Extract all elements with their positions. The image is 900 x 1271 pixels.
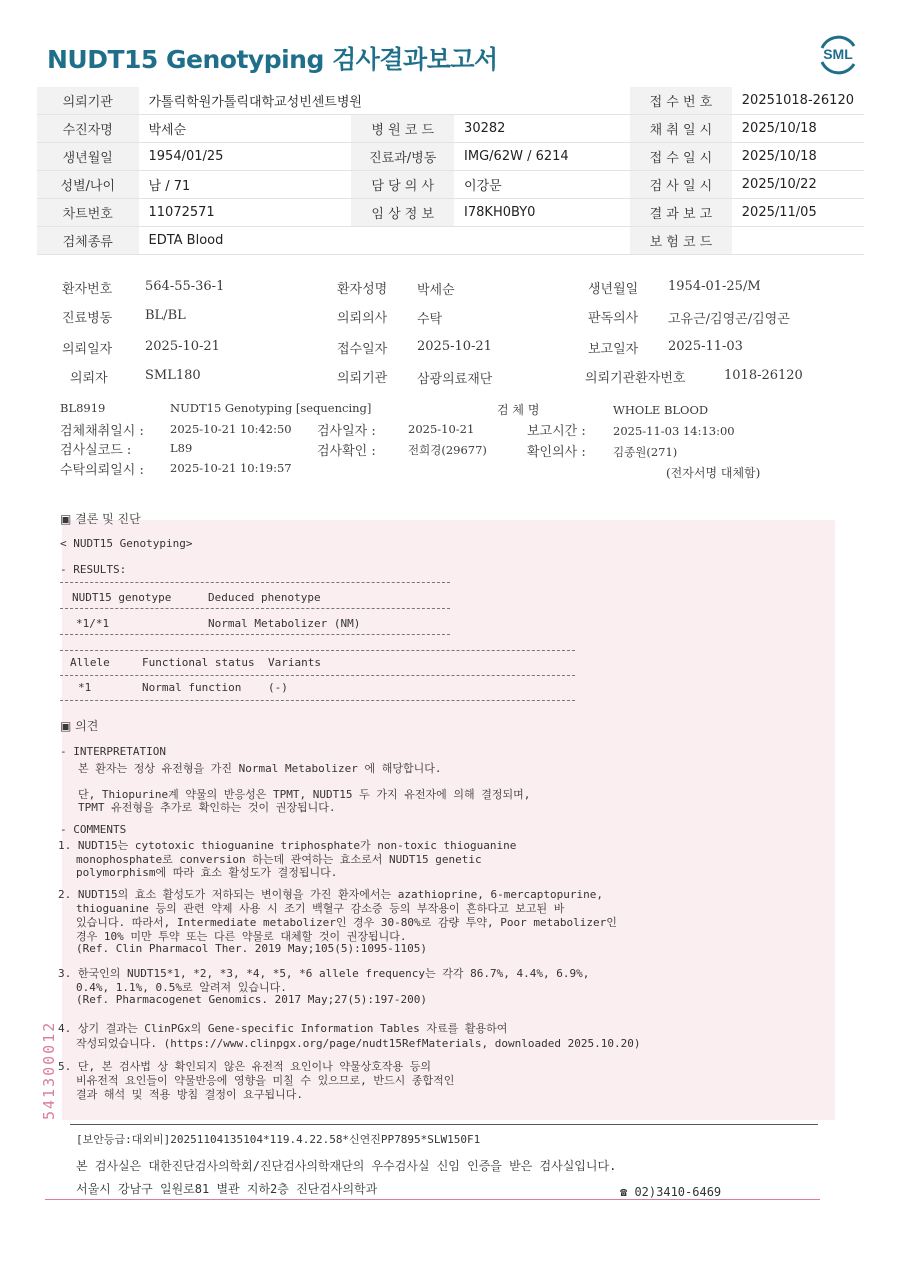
patient-field-label: 환자성명: [337, 282, 388, 297]
interpretation-line: 본 환자는 정상 유전형을 가진 Normal Metabolizer 에 해당합니다.: [78, 762, 442, 775]
info-label: 생년월일: [37, 143, 139, 171]
comment-line: 경우 10% 미만 투약 또는 다른 약물로 대체할 것이 권장됩니다.: [76, 930, 407, 943]
info-value: 1954/01/25: [139, 143, 352, 171]
collect-label: 검체채취일시 :: [60, 424, 144, 439]
allele-header: Allele: [70, 656, 110, 669]
info-label: 수진자명: [37, 115, 139, 143]
divider: [60, 675, 575, 676]
info-label: 차트번호: [37, 199, 139, 227]
variants-value: (-): [268, 681, 288, 694]
phenotype-value: Normal Metabolizer (NM): [208, 617, 361, 630]
patient-field-value: 1018-26120: [724, 368, 803, 383]
divider: [60, 650, 575, 651]
footer-rule: [45, 1199, 820, 1200]
comment-line: thioguanine 등의 관련 약제 사용 시 조기 백혈구 감소증 등의 부작용이 흔하다고 보고된 바: [76, 902, 565, 915]
result-subtitle: < NUDT15 Genotyping>: [60, 537, 193, 550]
info-value: 20251018-26120: [732, 87, 864, 115]
room-label: 검사실코드 :: [60, 443, 132, 458]
confirm-value: 전희경(29677): [408, 443, 487, 457]
allele-value: *1: [78, 681, 92, 694]
func-value: Normal function: [142, 681, 242, 694]
logo-text: SML: [823, 46, 853, 62]
room-value: L89: [170, 441, 193, 455]
col-phenotype-header: Deduced phenotype: [208, 591, 321, 604]
patient-field-value: 2025-10-21: [417, 339, 492, 354]
info-label: 진료과/병동: [351, 143, 454, 171]
comment-line: 0.4%, 1.1%, 0.5%로 알려져 있습니다.: [76, 981, 287, 994]
info-value: I78KH0BY0: [454, 199, 630, 227]
comment-line: 2. NUDT15의 효소 활성도가 저하되는 변이형을 가진 환자에서는 azathioprine, 6-mercaptopurine,: [58, 888, 604, 901]
reporttime-label: 보고시간 :: [527, 424, 586, 439]
patient-field-value: 수탁: [417, 312, 443, 327]
test-name: NUDT15 Genotyping [sequencing]: [170, 401, 372, 415]
info-label: 접 수 일 시: [630, 143, 732, 171]
comment-line: 결과 해석 및 적용 방침 결정이 요구됩니다.: [76, 1088, 303, 1101]
func-header: Functional status: [142, 656, 255, 669]
info-value: 2025/10/22: [732, 171, 864, 199]
info-label: 결 과 보 고: [630, 199, 732, 227]
comment-line: 4. 상기 결과는 ClinPGx의 Gene-specific Information Tables 자료를 활용하여: [58, 1022, 508, 1035]
info-label: 검체종류: [37, 227, 139, 255]
info-value: 2025/10/18: [732, 143, 864, 171]
info-label: 채 취 일 시: [630, 115, 732, 143]
testdate-label: 검사일자 :: [317, 424, 376, 439]
info-label: 접 수 번 호: [630, 87, 732, 115]
info-value: IMG/62W / 6214: [454, 143, 630, 171]
patient-field-label: 의뢰기관환자번호: [585, 371, 686, 386]
lab-phone: ☎ 02)3410-6469: [620, 1185, 722, 1199]
divider: [60, 608, 450, 609]
info-value: 2025/10/18: [732, 115, 864, 143]
variants-header: Variants: [268, 656, 321, 669]
info-value: 11072571: [139, 199, 352, 227]
comment-line: 1. NUDT15는 cytotoxic thioguanine triphosphate가 non-toxic thioguanine: [58, 839, 517, 852]
info-value: EDTA Blood: [139, 227, 631, 255]
info-label: 성별/나이: [37, 171, 139, 199]
order-label: 수탁의뢰일시 :: [60, 463, 144, 478]
genotype-value: *1/*1: [76, 617, 110, 630]
collect-value: 2025-10-21 10:42:50: [170, 422, 292, 436]
patient-field-label: 접수일자: [337, 342, 388, 357]
info-value: 30282: [454, 115, 630, 143]
testdate-value: 2025-10-21: [408, 422, 475, 436]
info-label: 병 원 코 드: [351, 115, 454, 143]
info-label: 의뢰기관: [37, 87, 139, 115]
col-genotype-header: NUDT15 genotype: [72, 591, 172, 604]
info-value: 박세순: [139, 115, 352, 143]
doctor-label: 확인의사 :: [527, 445, 586, 460]
comments-label: - COMMENTS: [60, 823, 127, 836]
comment-line: 있습니다. 따라서, Intermediate metabolizer인 경우 30-80%로 감량 투약, Poor metabolizer인: [76, 916, 617, 929]
info-value: 가톨릭학원가톨릭대학교성빈센트병원: [139, 87, 631, 115]
test-code: BL8919: [60, 401, 106, 415]
divider: [60, 582, 450, 583]
reporttime-value: 2025-11-03 14:13:00: [613, 424, 735, 438]
footer-divider: [70, 1124, 818, 1125]
info-label: 검 사 일 시: [630, 171, 732, 199]
patient-field-label: 판독의사: [588, 311, 639, 326]
patient-field-label: 의뢰의사: [337, 311, 388, 326]
lab-address: 서울시 강남구 일원로81 별관 지하2층 진단검사의학과: [76, 1182, 378, 1196]
esign-note: (전자서명 대체함): [666, 466, 761, 480]
page-title: NUDT15 Genotyping 검사결과보고서: [47, 45, 498, 74]
specimen-label: 검 체 명: [497, 403, 540, 417]
patient-field-label: 의뢰일자: [62, 342, 113, 357]
interpretation-line: 단, Thiopurine계 약물의 반응성은 TPMT, NUDT15 두 가지 유전자에 의해 결정되며,: [78, 788, 531, 801]
info-label: 보 험 코 드: [630, 227, 732, 255]
confirm-label: 검사확인 :: [317, 444, 376, 459]
patient-field-value: BL/BL: [145, 308, 186, 323]
comment-line: 비유전적 요인들이 약물반응에 영향을 미칠 수 있으므로, 반드시 종합적인: [76, 1074, 455, 1087]
info-value: 2025/11/05: [732, 199, 864, 227]
patient-field-value: SML180: [145, 368, 201, 383]
order-value: 2025-10-21 10:19:57: [170, 461, 292, 475]
patient-field-value: 고유근/김영곤/김영곤: [668, 312, 790, 327]
specimen-stamp: 541300012: [40, 1020, 58, 1120]
security-line: [보안등급:대외비]20251104135104*119.4.22.58*신연진PP7895*SLW150F1: [76, 1133, 481, 1146]
certification-note: 본 검사실은 대한진단검사의학회/진단검사의학재단의 우수검사실 신임 인증을 받은 검사실입니다.: [76, 1159, 617, 1173]
patient-field-value: 1954-01-25/M: [668, 279, 761, 294]
info-value: 남 / 71: [139, 171, 352, 199]
divider: [60, 634, 450, 635]
comment-line: monophosphate로 conversion 하는데 관여하는 효소로서 NUDT15 genetic: [76, 853, 482, 866]
patient-field-value: 564-55-36-1: [145, 279, 225, 294]
comment-line: polymorphism에 따라 효소 활성도가 결정됩니다.: [76, 866, 338, 879]
patient-field-value: 박세순: [417, 283, 455, 298]
comment-line: 3. 한국인의 NUDT15*1, *2, *3, *4, *5, *6 allele frequency는 각각 86.7%, 4.4%, 6.9%,: [58, 967, 590, 980]
info-label: 임 상 정 보: [351, 199, 454, 227]
doctor-value: 김종원(271): [613, 445, 678, 459]
divider: [60, 700, 575, 701]
patient-field-label: 환자번호: [62, 282, 113, 297]
comment-line: (Ref. Pharmacogenet Genomics. 2017 May;27(5):197-200): [76, 993, 427, 1006]
interpretation-line: TPMT 유전형을 추가로 확인하는 것이 권장됩니다.: [78, 801, 336, 814]
patient-field-label: 진료병동: [62, 311, 113, 326]
comment-line: (Ref. Clin Pharmacol Ther. 2019 May;105(5):1095-1105): [76, 942, 427, 955]
result-section-title: ▣ 결론 및 진단: [60, 512, 141, 526]
info-value: 이강문: [454, 171, 630, 199]
info-label: 담 당 의 사: [351, 171, 454, 199]
comment-line: 5. 단, 본 검사법 상 확인되지 않은 유전적 요인이나 약물상호작용 등의: [58, 1060, 431, 1073]
patient-field-label: 의뢰자: [70, 371, 108, 386]
patient-field-label: 생년월일: [588, 282, 639, 297]
patient-field-value: 2025-11-03: [668, 339, 743, 354]
patient-field-value: 2025-10-21: [145, 339, 220, 354]
results-label: - RESULTS:: [60, 563, 127, 576]
interpretation-label: - INTERPRETATION: [60, 745, 166, 758]
opinion-section-title: ▣ 의견: [60, 719, 99, 733]
patient-field-label: 보고일자: [588, 342, 639, 357]
patient-field-label: 의뢰기관: [337, 371, 388, 386]
patient-field-value: 삼광의료재단: [417, 372, 493, 387]
comment-line: 작성되었습니다. (https://www.clinpgx.org/page/nudt15RefMaterials, downloaded 2025.10.20): [76, 1037, 641, 1050]
specimen-value: WHOLE BLOOD: [613, 403, 709, 417]
